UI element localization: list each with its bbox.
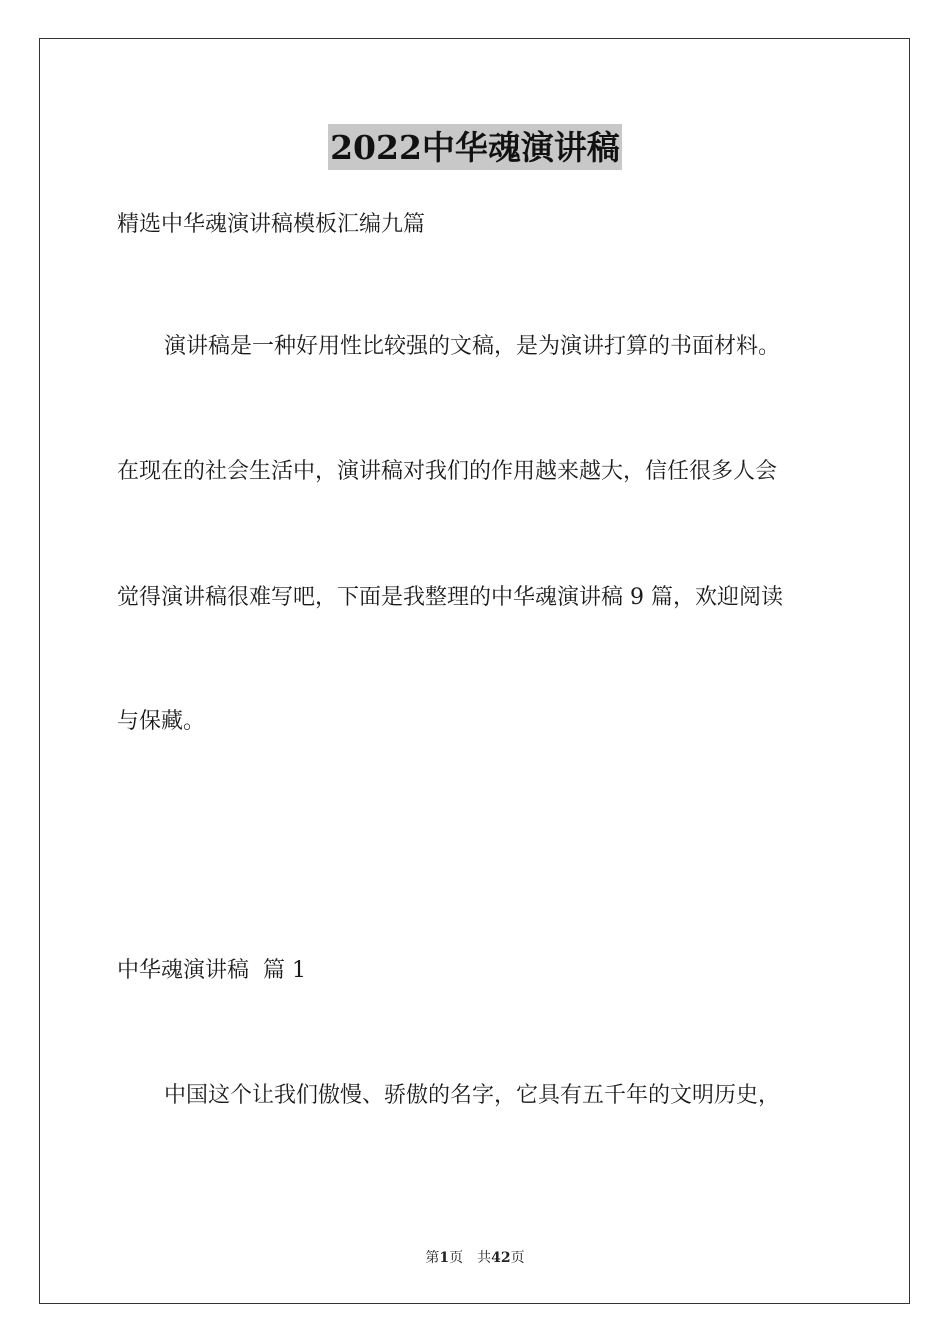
intro-line-2: 在现在的社会生活中，演讲稿对我们的作用越来越大，信任很多人会 xyxy=(117,459,778,484)
section-body-line-1: 中国这个让我们傲慢、骄傲的名字，它具有五千年的文明历史， xyxy=(164,1083,781,1108)
footer-total-pages: 42 xyxy=(491,1250,511,1266)
footer-total-suffix: 页 xyxy=(510,1250,525,1266)
footer-page-suffix: 页 xyxy=(449,1250,464,1266)
footer-page-number: 1 xyxy=(439,1250,450,1266)
intro-line-1: 演讲稿是一种好用性比较强的文稿，是为演讲打算的书面材料。 xyxy=(164,334,781,359)
intro-line-3: 觉得演讲稿很难写吧，下面是我整理的中华魂演讲稿 9 篇，欢迎阅读 xyxy=(117,585,783,610)
document-title-wrap xyxy=(0,124,950,170)
footer-page-prefix: 第 xyxy=(425,1250,440,1266)
page-footer xyxy=(0,1247,950,1267)
section-heading: 中华魂演讲稿 篇 1 xyxy=(117,958,306,983)
footer-total-prefix: 共 xyxy=(477,1250,492,1266)
intro-line-4: 与保藏。 xyxy=(117,709,206,734)
document-subtitle: 精选中华魂演讲稿模板汇编九篇 xyxy=(117,212,426,237)
document-title: 2022中华魂演讲稿 xyxy=(328,124,622,170)
